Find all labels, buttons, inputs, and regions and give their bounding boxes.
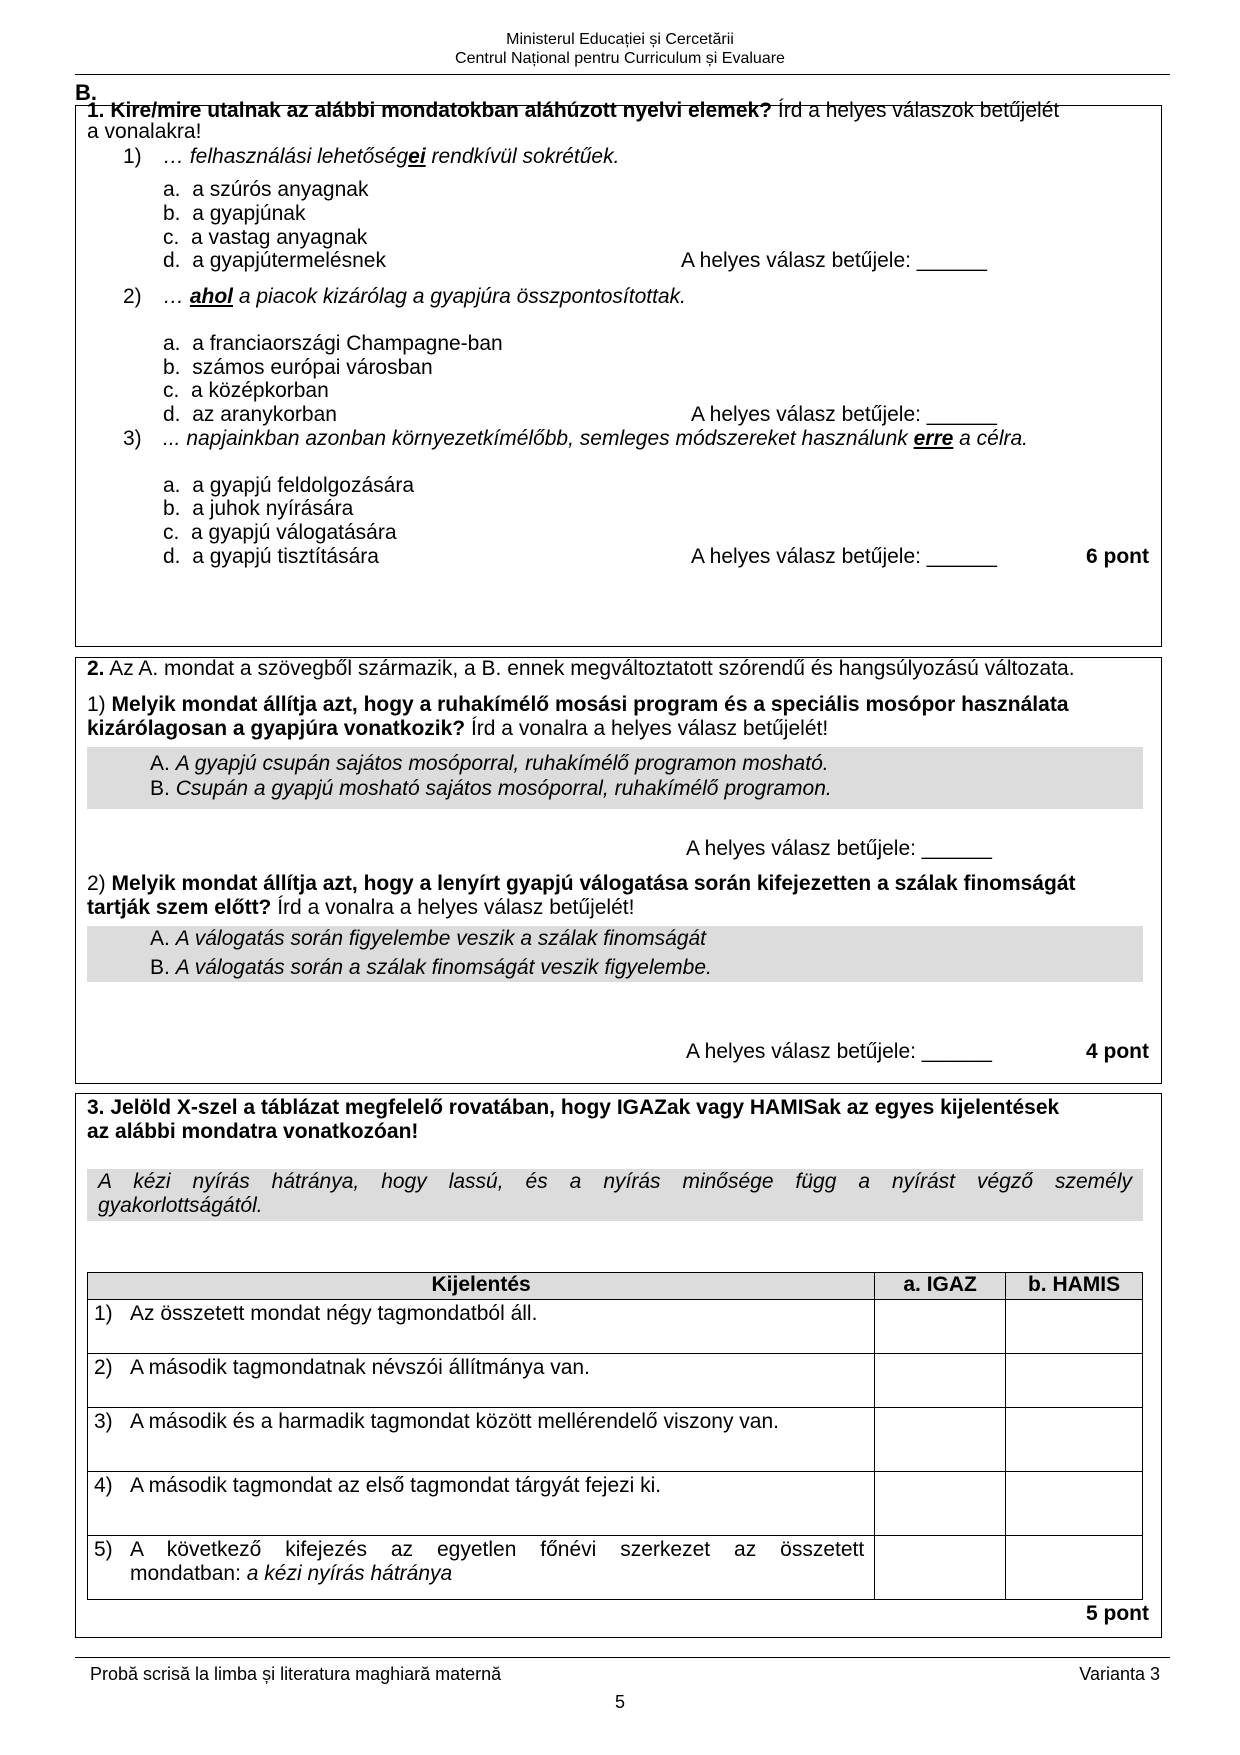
statement-cell: 1) Az összetett mondat négy tagmondatból áll. <box>88 1300 875 1354</box>
statement-cell: 4) A második tagmondat az első tagmondat tárgyát fejezi ki. <box>88 1472 875 1536</box>
q3-title-line2: az alábbi mondatra vonatkozóan! <box>87 1120 419 1143</box>
q2-part-2-question-line2: tartják szem előtt? Írd a vonalra a helyes válasz betűjelét! <box>87 896 635 919</box>
q1-item-3-answer-blank[interactable]: A helyes válasz betűjele: ______ <box>691 545 997 568</box>
q2-intro: 2. Az A. mondat a szövegből származik, a B. ennek megváltoztatott szórendű és hangsúlyozású változata. <box>87 657 1075 680</box>
header-center: Centrul Național pentru Curriculum și Evaluare <box>455 50 785 67</box>
q1-item-1-number: 1) <box>123 145 142 168</box>
table-row <box>88 1354 1143 1408</box>
q2-part-1-option-a: A. A gyapjú csupán sajátos mosóporral, ruhakímélő programon mosható. <box>150 752 829 775</box>
q2-part-2-answer-blank[interactable]: A helyes válasz betűjele: ______ <box>686 1040 992 1063</box>
statement-cell: 2) A második tagmondatnak névszói állítmánya van. <box>88 1354 875 1408</box>
page-header <box>0 30 1240 68</box>
false-checkbox-cell[interactable] <box>1006 1300 1143 1354</box>
q2-part-1-answer-blank[interactable]: A helyes válasz betűjele: ______ <box>686 837 992 860</box>
false-checkbox-cell[interactable] <box>1006 1472 1143 1536</box>
q1-item-3-option-a: a. a gyapjú feldolgozására <box>163 474 415 497</box>
q1-item-3-option-b: b. a juhok nyírására <box>163 497 354 520</box>
q1-item-2-underlined: ahol <box>189 285 234 308</box>
q1-title-line2: a vonalakra! <box>87 120 202 143</box>
header-ministry: Ministerul Educației și Cercetării <box>506 31 734 48</box>
question-2-box <box>75 657 1162 1084</box>
q2-part-1-question: 1) Melyik mondat állítja azt, hogy a ruhakímélő mosási program és a speciális mosópor használata <box>87 693 1069 716</box>
header-divider <box>75 74 1170 75</box>
q1-item-1-option-d: d. a gyapjútermelésnek <box>163 249 386 272</box>
false-checkbox-cell[interactable] <box>1006 1354 1143 1408</box>
q1-item-3-underlined: erre <box>913 427 954 450</box>
section-letter: B. <box>75 80 97 105</box>
page-number: 5 <box>614 1692 625 1712</box>
q1-item-3-number: 3) <box>123 427 142 450</box>
q3-quote-box <box>87 1169 1143 1221</box>
q2-part-2-question: 2) Melyik mondat állítja azt, hogy a lenyírt gyapjú válogatása során kifejezetten a szálak finomságát <box>87 872 1076 895</box>
statement-cell: 3) A második és a harmadik tagmondat között mellérendelő viszony van. <box>88 1408 875 1472</box>
question-1-box <box>75 99 1162 647</box>
q3-points: 5 pont <box>1086 1602 1149 1625</box>
header-false: b. HAMIS <box>1006 1273 1143 1300</box>
q1-item-1-option-c: c. a vastag anyagnak <box>163 226 368 249</box>
table-row <box>88 1300 1143 1354</box>
q1-item-2-option-a: a. a franciaországi Champagne-ban <box>163 332 503 355</box>
true-checkbox-cell[interactable] <box>875 1536 1006 1600</box>
q1-points: 6 pont <box>1086 545 1149 568</box>
header-statement: Kijelentés <box>88 1273 875 1300</box>
table-row <box>88 1536 1143 1600</box>
q2-part-1-sentences-box <box>87 747 1143 809</box>
q1-title-bold: Kire/mire utalnak az alábbi mondatokban aláhúzott nyelvi elemek? <box>110 99 773 122</box>
true-checkbox-cell[interactable] <box>875 1354 1006 1408</box>
q1-item-2-sentence: … ahol a piacok kizárólag a gyapjúra összpontosítottak. <box>163 285 686 308</box>
q1-item-1-underlined: ei <box>408 145 426 168</box>
q1-item-2-option-d: d. az aranykorban <box>163 403 337 426</box>
q1-item-1-option-b: b. a gyapjúnak <box>163 202 306 225</box>
q2-part-2-option-b: B. A válogatás során a szálak finomságát veszik figyelembe. <box>150 956 712 979</box>
q2-part-1-question-line2: kizárólagosan a gyapjúra vonatkozik? Írd a vonalra a helyes válasz betűjelét! <box>87 717 829 740</box>
q1-item-2-number: 2) <box>123 285 142 308</box>
q1-item-3-sentence: ... napjainkban azonban környezetkímélőbb, semleges módszereket használunk erre a célra. <box>163 427 1029 450</box>
footer-divider <box>75 1657 1170 1658</box>
q1-number: 1. <box>87 99 105 122</box>
footer-variant: Varianta 3 <box>1079 1664 1160 1684</box>
true-checkbox-cell[interactable] <box>875 1408 1006 1472</box>
q1-item-1-option-a: a. a szúrós anyagnak <box>163 178 369 201</box>
q1-title <box>87 98 1059 123</box>
header-true: a. IGAZ <box>875 1273 1006 1300</box>
true-checkbox-cell[interactable] <box>875 1472 1006 1536</box>
false-checkbox-cell[interactable] <box>1006 1408 1143 1472</box>
footer-exam-name: Probă scrisă la limba și literatura maghiară maternă <box>90 1664 502 1684</box>
statement-cell: 5) A következő kifejezés az egyetlen főnévi szerkezet az összetett mondatban: a kézi nyírás hátránya <box>88 1536 875 1600</box>
false-checkbox-cell[interactable] <box>1006 1536 1143 1600</box>
q3-quote-line1: A kézi nyírás hátránya, hogy lassú, és a nyírás minősége függ a nyírást végző személy <box>98 1170 1132 1193</box>
statements-table <box>87 1272 1143 1600</box>
q1-item-2-option-b: b. számos európai városban <box>163 356 433 379</box>
q2-part-1-option-b: B. Csupán a gyapjú mosható sajátos mosóporral, ruhakímélő programon. <box>150 777 832 800</box>
q2-part-2-sentences-box <box>87 926 1143 982</box>
q1-title-rest: Írd a helyes válaszok betűjelét <box>772 99 1060 122</box>
q3-quote-line2: gyakorlottságától. <box>98 1194 263 1217</box>
q1-item-1-answer-blank[interactable]: A helyes válasz betűjele: ______ <box>681 249 987 272</box>
q2-part-2-option-a: A. A válogatás során figyelembe veszik a szálak finomságát <box>150 927 707 950</box>
q2-number: 2. <box>87 657 105 680</box>
q1-item-2-option-c: c. a középkorban <box>163 379 329 402</box>
true-checkbox-cell[interactable] <box>875 1300 1006 1354</box>
q1-item-3-option-d: d. a gyapjú tisztítására <box>163 545 379 568</box>
table-row <box>88 1408 1143 1472</box>
question-3-box <box>75 1093 1162 1638</box>
q3-title: 3. Jelöld X-szel a táblázat megfelelő rovatában, hogy IGAZak vagy HAMISak az egyes kijelentések <box>87 1096 1060 1119</box>
q1-item-3-option-c: c. a gyapjú válogatására <box>163 521 397 544</box>
q1-item-2-answer-blank[interactable]: A helyes válasz betűjele: ______ <box>691 403 997 426</box>
table-row <box>88 1472 1143 1536</box>
q2-points: 4 pont <box>1086 1040 1149 1063</box>
q1-item-1-sentence: … felhasználási lehetőségei rendkívül sokrétűek. <box>163 145 620 168</box>
table-header-row <box>88 1273 1143 1300</box>
